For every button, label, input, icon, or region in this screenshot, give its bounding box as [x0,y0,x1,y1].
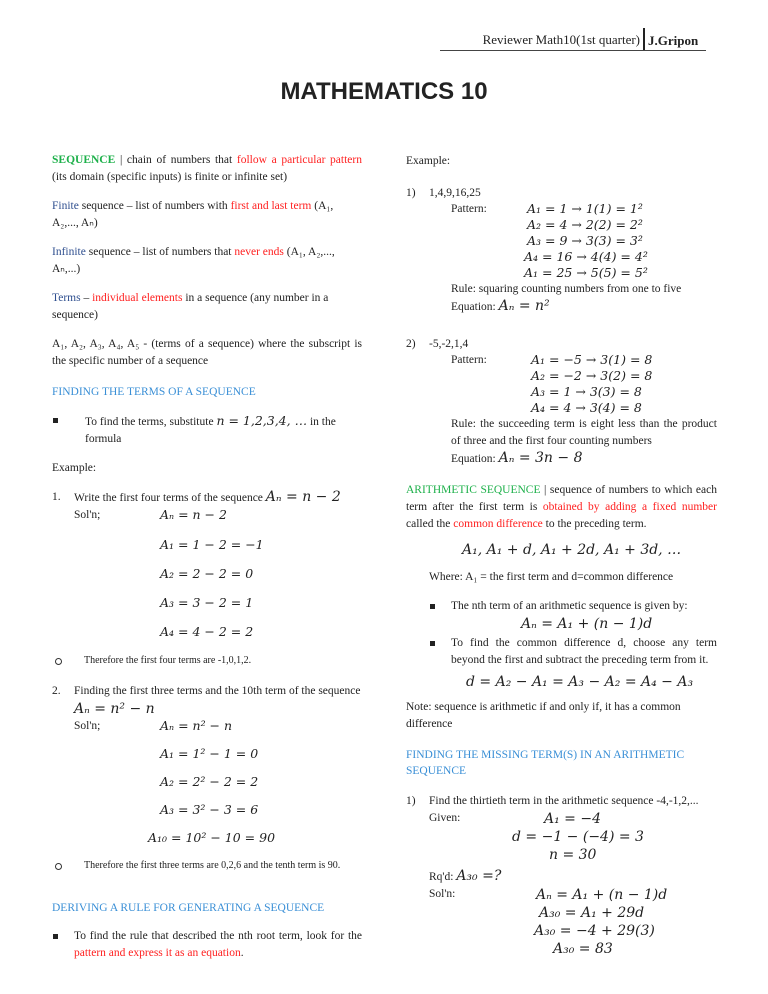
example-number: 1) [406,795,416,807]
math-line: A₄ = 4 → 3(4) = 8 [531,400,642,415]
text: domain (specific inputs) is finite or infinite set) [69,171,288,183]
text: (its [52,171,67,183]
math-line: A₃₀ = A₁ + 29d [539,905,645,921]
math: n = 1,2,3,4, … [216,413,308,428]
example-row [406,336,717,352]
solution-label: Sol'n; [74,509,101,521]
conclusion-2 [52,858,362,874]
math-line: A₃ = 3 − 2 = 1 [160,595,254,610]
pattern-block [406,201,717,281]
header-subtitle: Reviewer Math10(1st quarter) [482,32,640,47]
math-line: A₂ = 2² − 2 = 2 [160,774,259,789]
sequence-term: SEQUENCE [52,154,116,166]
pattern-label: Pattern: [451,203,487,215]
bullet-item [52,412,362,448]
example-1 [52,489,362,507]
section-heading: FINDING THE TERMS OF A SEQUENCE [52,386,256,398]
example-2 [52,683,362,718]
highlight: never ends [234,246,284,258]
math-line: A₁₀ = 10² − 10 = 90 [148,830,276,845]
question-text: Find the thirtieth term in the arithmetic sequence -4,-1,2,... [429,795,699,807]
term: Finite [52,200,79,212]
math-line: A₃ = 9 → 3(3) = 3² [527,233,643,248]
text: in the formula [85,416,336,445]
section-heading: FINDING THE MISSING TERM(S) IN AN ARITHMETIC SEQUENCE [406,749,685,777]
left-column [52,152,362,962]
bullet-text: To find the common difference d, choose any term beyond the first and subtract the preceding term from it. [451,637,717,666]
solution-row [52,718,362,734]
term: Infinite [52,246,86,258]
text: To find the terms, substitute [85,416,217,428]
solution-label: Sol'n: [429,888,456,900]
given-label: Given: [429,812,461,824]
math-line: d = −1 − (−4) = 3 [512,829,644,845]
conclusion: Therefore the first three terms are 0,2,6 and the tenth term is 90. [84,860,341,871]
required [406,868,717,886]
text: (A₁, A₂,..., Aₙ) [52,200,334,229]
rule-text: Rule: squaring counting numbers from one to five [451,283,682,295]
where-text: Where: A₁ = the first term and d=common difference [429,571,674,583]
text: | sequence of numbers to which each term after the first term is [406,484,717,513]
header-author: J.Gripon [648,33,699,48]
header-divider [643,28,645,50]
label: Equation: [451,301,499,313]
math-line: A₄ = 16 → 4(4) = 4² [524,249,648,264]
math-line: A₃ = 1 → 3(3) = 8 [531,384,642,399]
text: – [80,292,93,304]
pattern-block [406,352,717,416]
bullet-icon [53,418,58,423]
text: . [240,947,244,959]
right-column [406,153,717,958]
math-line: n = 30 [549,847,597,863]
bullet-item [52,928,362,962]
term: ARITHMETIC SEQUENCE [406,484,541,496]
highlight: common difference [453,518,543,530]
math: Aₙ = 3n − 8 [498,450,583,466]
math-lines [52,746,362,846]
conclusion: Therefore the first four terms are -1,0,1,2. [84,655,252,666]
math-line: A₂ = 2 − 2 = 0 [160,566,254,581]
math-line: Aₙ = A₁ + (n − 1)d [536,887,668,903]
example-number: 2) [406,338,416,350]
example-text: Write the first four terms of the sequence [74,492,266,504]
example-row [406,185,717,201]
math-line: A₁ = 1 − 2 = −1 [160,537,264,552]
math-line: A₁ = 1² − 1 = 0 [160,746,259,761]
bullet-icon [430,604,435,609]
sequence-values: 1,4,9,16,25 [429,187,481,199]
rule-text: Rule: the succeeding term is eight less than the product of three and the first four counting numbers [451,418,717,447]
label: Rq'd: [429,871,457,883]
label: Equation: [451,453,499,465]
bullet-icon [53,934,58,939]
math-lines [52,537,362,640]
text: to the preceding term. [542,518,647,530]
text: in a sequence (any number in a sequence) [52,292,329,321]
circle-bullet-icon [55,863,62,870]
math: Aₙ = n² [498,298,550,314]
infinite-definition [52,244,362,278]
page-title: MATHEMATICS 10 [280,78,488,105]
bullet-icon [430,641,435,646]
equation [451,450,717,468]
highlight: follow a particular pattern [236,154,362,166]
solution-row [52,507,362,523]
math-line: A₁ = 25 → 5(5) = 5² [524,265,648,280]
circle-bullet-icon [55,658,62,665]
text: sequence – list of numbers with [78,200,231,212]
math-line: Aₙ = n − 2 [160,507,227,522]
example-label: Example: [52,462,97,474]
math-line: A₃₀ = 83 [553,941,613,957]
math-line: A₂ = −2 → 3(2) = 8 [531,368,653,383]
conclusion-1 [52,653,362,669]
text: To find the rule that described the nth root term, look for the [74,930,362,942]
example-number: 1) [406,187,416,199]
bullet-item [406,635,717,669]
sequence-values: -5,-2,1,4 [429,338,469,350]
math-line: Aₙ = n² − n [160,718,233,733]
math: A₃₀ =? [456,868,502,884]
term: Terms [52,292,81,304]
math-formula: Aₙ = n − 2 [265,489,341,505]
text: sequence – list of numbers that [85,246,235,258]
equation [451,298,717,316]
common-difference-formula: d = A₂ − A₁ = A₃ − A₂ = A₄ − A₃ [466,674,694,690]
question-row [406,793,717,810]
bullet-item [406,598,717,615]
sequence-definition [52,152,362,186]
math-line: A₃ = 3² − 3 = 6 [160,802,259,817]
given-block [406,810,717,864]
math-formula: Aₙ = n² − n [74,701,155,717]
example-label: Example: [406,155,451,167]
highlight: obtained by adding a fixed number [542,501,717,513]
example-number: 2. [52,685,61,697]
text: (A₁, A₂,..., Aₙ,...) [52,246,335,275]
text: called the [406,518,454,530]
arithmetic-definition [406,482,717,533]
pattern-label: Pattern: [451,354,487,366]
solution-block [406,886,717,958]
bullet-text: The nth term of an arithmetic sequence is given by: [451,600,688,612]
example-text: Finding the first three terms and the 10th term of the sequence [74,685,361,697]
math-line: A₁ = 1 → 1(1) = 1² [527,201,643,216]
math-line: A₁ = −5 → 3(1) = 8 [531,352,653,367]
subscript-note: A₁, A₂, A₃, A₄, A₅ - (terms of a sequence) where the subscript is the specific number of a sequence [52,338,362,367]
arithmetic-formula: A₁, A₁ + d, A₁ + 2d, A₁ + 3d, … [462,542,682,558]
solution-label: Sol'n; [74,720,101,732]
highlight: first and last term [230,200,312,212]
math-line: A₄ = 4 − 2 = 2 [160,624,254,639]
highlight: individual elements [92,292,183,304]
example-number: 1. [52,491,61,503]
section-heading: DERIVING A RULE FOR GENERATING A SEQUENCE [52,902,325,914]
highlight: pattern and express it as an equation [74,947,241,959]
math-line: A₂ = 4 → 2(2) = 2² [527,217,643,232]
math-line: A₃₀ = −4 + 29(3) [534,923,655,939]
text: | chain of numbers that [115,154,237,166]
note-text: Note: sequence is arithmetic if and only if, it has a common difference [406,701,681,730]
nth-term-formula: Aₙ = A₁ + (n − 1)d [521,616,653,632]
header-rule [440,50,706,51]
math-line: A₁ = −4 [544,811,601,827]
finite-definition [52,198,362,232]
terms-definition [52,290,362,324]
